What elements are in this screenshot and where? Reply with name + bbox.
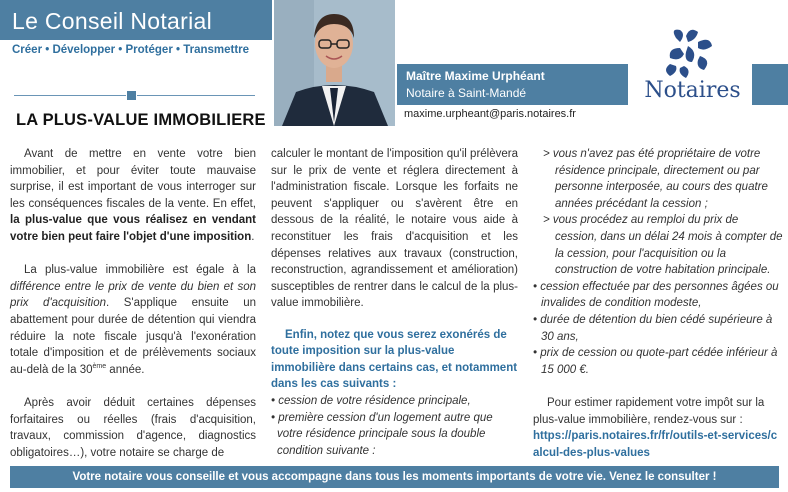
exemption-item: • prix de cession ou quote-part cédée inférieur à 15 000 €.	[533, 347, 778, 376]
article-column-2	[271, 146, 518, 459]
closing-text: Pour estimer rapidement votre impôt sur la plus-value immobilière, rendez-vous sur :	[533, 396, 765, 426]
article-column-3	[533, 146, 783, 461]
divider-square	[127, 91, 136, 100]
footer-banner: Votre notaire vous conseille et vous accompagne dans tous les moments importants de votre vie. Venez le consulter !	[10, 466, 779, 488]
definition-rest: . S'applique ensuite un abattement pour durée de détention qui viendra réduire la note fiscale jusqu'à l'exonération totale d'imposition et de prélèvements sociaux au-delà de la 30	[10, 297, 257, 376]
divider-right	[137, 95, 255, 96]
definition-sup: ème	[92, 362, 107, 370]
paragraph-deductions: Après avoir déduit certaines dépenses forfaitaires ou réelles (frais d'acquisition, travaux, commission d'agence, diagnostics obligatoires…), votre notaire se charge de	[10, 396, 256, 459]
paragraph-intro	[10, 146, 256, 246]
definition-end: année.	[106, 363, 145, 376]
definition-text: La plus-value immobilière est égale à la	[24, 264, 256, 277]
exemptions-colon: :	[389, 378, 397, 391]
exemptions-heading	[271, 327, 518, 393]
right-accent-band	[752, 64, 788, 105]
paragraph-exemptions	[271, 327, 518, 460]
exemption-item: • première cession d'un logement autre que votre résidence principale sous la double condition suivante :	[271, 411, 493, 457]
intro-text: Avant de mettre en vente votre bien immobilier, et pour éviter toute mauvaise surprise, il est important de vous interroger sur les conséquences fiscales de la vente. En effet,	[10, 148, 256, 210]
exemption-item: • cession effectuée par des personnes âgées ou invalides de condition modeste,	[533, 280, 779, 310]
notary-email[interactable]: maxime.urpheant@paris.notaires.fr	[404, 108, 576, 120]
exemption-item: • cession de votre résidence principale,	[271, 394, 471, 407]
condition-item: > vous procédez au remploi du prix de cession, dans un délai 24 mois à compter de la cession, pour l'acquisition ou la construction de votre habitation principale.	[543, 214, 783, 277]
intro-bold: la plus-value que vous réalisez en vendant votre bien peut faire l'objet d'une imposition	[10, 214, 256, 243]
condition-item: > vous n'avez pas été propriétaire de votre résidence principale, directement ou par personne interposée, au cours des quatre années précédant la cession ;	[543, 148, 768, 210]
exemptions-heading-text: Enfin, notez que vous serez exonérés de toute imposition sur la plus-value immobilière dans certains cas, et notamment dans les cas suivants	[271, 328, 518, 391]
article-title: LA PLUS-VALUE IMMOBILIERE	[16, 111, 266, 129]
divider-left	[14, 95, 126, 96]
tagline: Créer • Développer • Protéger • Transmettre	[12, 44, 250, 56]
paragraph-calculation: calculer le montant de l'imposition qu'il prélèvera sur le prix de vente et réglera directement à l'administration fiscale. Lorsque les forfaits ne peuvent s'appliquer ou s'avèrent être en dessous de la réalité, le notaire vous aide à reconstituer les frais d'acquisition et les dépenses relatives aux travaux (construction, reconstruction, agrandissement et amélioration) susceptibles de rentrer dans le calcul de la plus-value immobilière.	[271, 148, 518, 310]
logo-wordmark: Notaires	[644, 78, 741, 103]
paragraph-definition	[10, 262, 256, 378]
notary-role: Notaire à Saint-Mandé	[406, 86, 527, 100]
notary-name: Maître Maxime Urphéant	[406, 69, 545, 83]
portrait-illustration	[274, 0, 395, 126]
calculator-link[interactable]: https://paris.notaires.fr/fr/outils-et-services/calcul-des-plus-values	[533, 430, 778, 459]
intro-end: .	[251, 230, 255, 243]
brand-title: Le Conseil Notarial	[12, 8, 213, 34]
exemption-item: • durée de détention du bien cédé supérieure à 30 ans,	[533, 313, 773, 343]
article-column-1	[10, 146, 256, 478]
definition-italic: différence entre le prix de vente du bien et son prix d'acquisition	[10, 280, 256, 310]
notary-portrait-photo	[274, 0, 395, 126]
